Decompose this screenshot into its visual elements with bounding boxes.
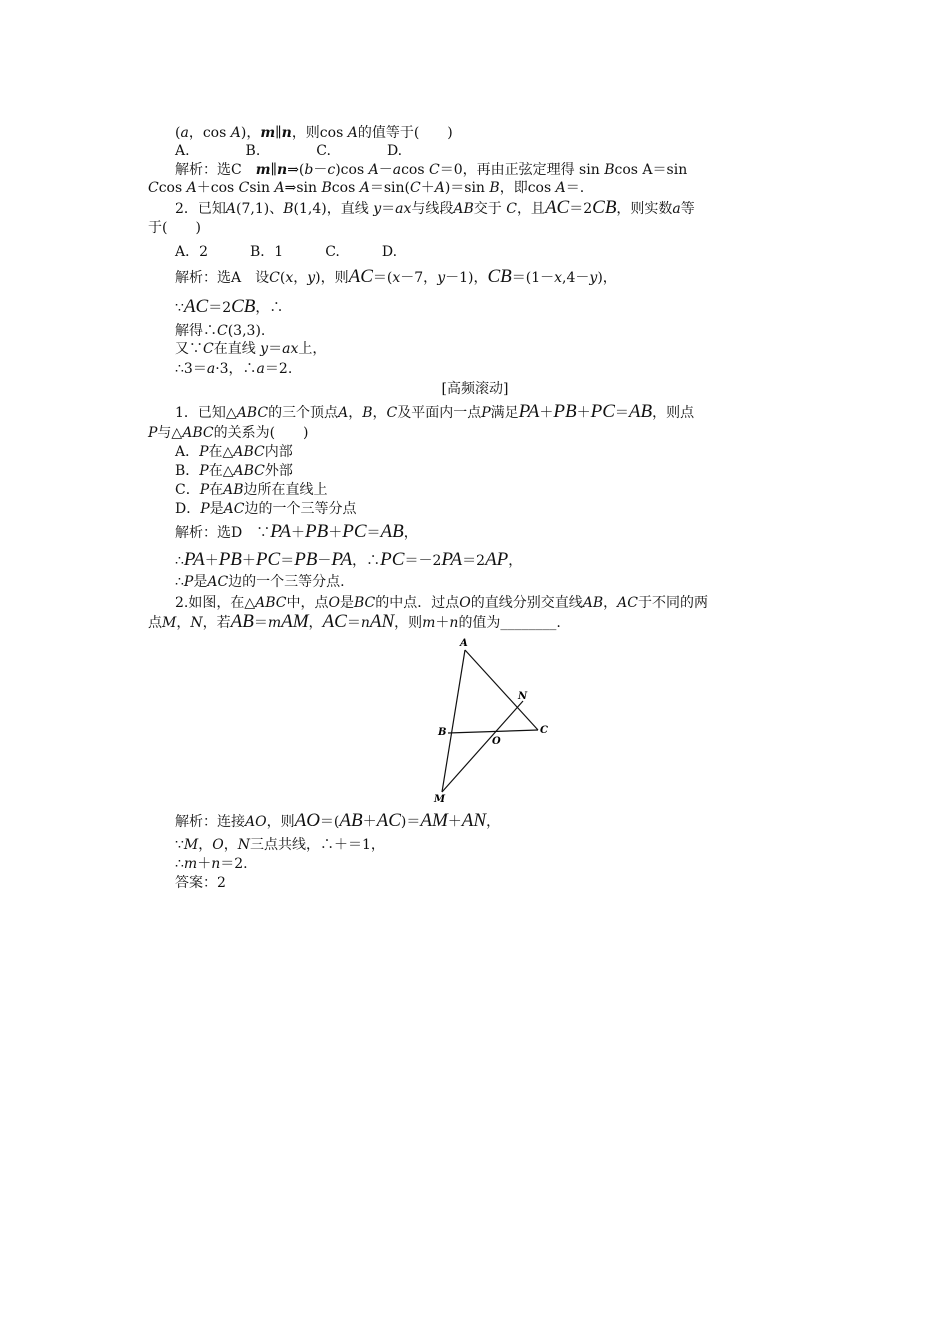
text-run: ，则点 (652, 405, 695, 421)
math-variable: n (360, 615, 370, 631)
vector-symbol: AB (230, 611, 254, 632)
text-run: ＝ (366, 525, 381, 541)
math-variable: AC (207, 574, 229, 590)
text-run: ， (176, 615, 191, 631)
text-run: －7， (400, 270, 438, 286)
text-run: 等 (680, 201, 695, 217)
math-variable: y (307, 270, 316, 286)
math-variable: m (422, 615, 436, 631)
vector-symbol: AM (420, 810, 448, 831)
vector-symbol: PA (331, 549, 353, 570)
text-run: ，则 (394, 615, 423, 631)
text-line (175, 443, 293, 461)
text-line (175, 268, 617, 287)
text-line (175, 360, 292, 378)
text-run: (7,1)、 (236, 201, 284, 217)
math-variable: n (277, 162, 288, 178)
text-run: ， (603, 595, 618, 611)
text-run: 在△ (208, 463, 234, 479)
text-run: ∥ (275, 125, 282, 141)
text-run: ＝2 (462, 553, 486, 569)
text-run: )＝sin (444, 180, 490, 196)
vector-symbol: PA (518, 401, 540, 422)
text-run: ＝－2 (404, 553, 442, 569)
text-line (175, 573, 345, 591)
text-run: cos (614, 162, 643, 178)
math-variable: n (281, 125, 292, 141)
text-run: ，若 (202, 615, 231, 631)
text-run: ＋ (576, 405, 591, 421)
text-run: ＝sin (652, 162, 688, 178)
vector-symbol: AM (281, 611, 309, 632)
text-run: ，∴ (352, 553, 381, 569)
text-line (175, 142, 402, 160)
text-line (175, 124, 453, 142)
text-run: ，且 (516, 201, 545, 217)
text-line (148, 179, 584, 197)
text-run: 的中点．过点 (375, 595, 460, 611)
text-run: A． (175, 444, 200, 460)
math-variable: ABC (236, 405, 269, 421)
math-variable: C (409, 180, 421, 196)
text-run: ＋ (204, 553, 219, 569)
vector-symbol: CB (592, 197, 617, 218)
math-variable: ABC (182, 425, 214, 441)
text-line (175, 199, 695, 218)
math-variable: B (321, 180, 332, 196)
math-variable: A (555, 180, 566, 196)
text-run: D． (175, 501, 201, 517)
math-variable: ABC (233, 463, 265, 479)
math-variable: n (211, 856, 221, 872)
math-variable: C (428, 162, 440, 178)
text-run: cos (158, 180, 187, 196)
text-run: －1)， (445, 270, 488, 286)
text-run: )cos (335, 162, 369, 178)
text-run: ，则 (266, 814, 295, 830)
text-run: 解析：选D ∵ (175, 525, 271, 541)
text-run: ＋ (447, 814, 462, 830)
vector-symbol: AB (380, 521, 404, 542)
text-run: 点 (148, 615, 162, 631)
text-run: ， (508, 553, 523, 569)
text-run: ＝( (372, 270, 393, 286)
text-run: 的三个顶点 (268, 405, 339, 421)
text-run: 是 (193, 574, 208, 590)
text-run: ＝ (268, 341, 283, 357)
triangle-figure (420, 632, 560, 810)
vector-symbol: CB (487, 266, 512, 287)
text-run: 上， (298, 341, 327, 357)
math-variable: m (267, 615, 282, 631)
text-line (175, 161, 687, 179)
text-run: ， (372, 405, 387, 421)
text-run: ·3，∴ (215, 361, 257, 377)
text-run: 是 (209, 501, 224, 517)
vector-symbol: PB (218, 549, 242, 570)
math-variable: C (148, 180, 159, 196)
text-run: ， (486, 814, 501, 830)
math-variable: b (304, 162, 314, 178)
text-line (175, 243, 397, 261)
math-variable: N (190, 615, 203, 631)
math-variable: A (359, 180, 370, 196)
text-run: 与线段 (411, 201, 454, 217)
text-run: ，则实数 (616, 201, 673, 217)
text-run: 答案：2 (175, 875, 226, 891)
math-variable: AC (617, 595, 638, 611)
math-variable: P (148, 425, 158, 441)
text-run: 及平面内一点 (397, 405, 482, 421)
text-run: 于( ) (148, 220, 201, 236)
text-run: ， (348, 405, 363, 421)
text-run: 2．已知 (175, 201, 226, 217)
math-variable: m (255, 162, 271, 178)
text-run: ＝ (614, 405, 629, 421)
math-variable: C (269, 270, 280, 286)
text-run: ＝2. (220, 856, 248, 872)
text-run: ＋ (539, 405, 554, 421)
vector-symbol: AC (322, 611, 347, 632)
text-run: ， (223, 837, 238, 853)
text-run: ＝2 (569, 201, 593, 217)
math-variable: m (183, 856, 198, 872)
text-run: B． (175, 463, 200, 479)
math-variable: x (554, 270, 563, 286)
vector-symbol: PC (255, 549, 281, 570)
math-variable: P (199, 444, 209, 460)
text-run: 的关系为( ) (213, 425, 309, 441)
text-run: 解析：选A 设 (175, 270, 270, 286)
math-variable: M (183, 837, 199, 853)
math-variable: C (203, 341, 214, 357)
math-variable: O (212, 837, 224, 853)
text-run: 三点共线，∴＋＝1， (250, 837, 385, 853)
text-run: ＋cos (196, 180, 239, 196)
text-run: 解析：选C (175, 162, 256, 178)
text-run: 边的一个三等分点. (228, 574, 345, 590)
math-variable: A (186, 180, 197, 196)
math-variable: ABC (255, 595, 287, 611)
text-run: ，∴ (255, 300, 284, 316)
section-title (0, 380, 950, 398)
math-variable: P (199, 482, 210, 498)
text-run: C． (175, 482, 200, 498)
text-run: (1,4)，直线 (293, 201, 374, 217)
math-variable: AB (582, 595, 604, 611)
math-variable: ABC (233, 444, 265, 460)
text-line (175, 836, 385, 854)
vector-symbol: PB (305, 521, 329, 542)
text-run: 在直线 (213, 341, 261, 357)
text-line (148, 424, 309, 442)
vector-symbol: PC (590, 401, 615, 422)
text-run: 又∵ (175, 341, 203, 357)
math-variable: AC (223, 501, 245, 517)
text-line (175, 855, 248, 873)
text-run: 的值为________. (458, 615, 561, 631)
text-run: ， (308, 615, 323, 631)
math-variable: ax (282, 341, 299, 357)
text-run: ＝ (346, 615, 361, 631)
math-variable: n (449, 615, 459, 631)
text-run: ∴ (175, 856, 184, 872)
math-variable: A (368, 162, 379, 178)
text-run: ⇒( (287, 162, 305, 178)
text-run: ，则cos (291, 125, 348, 141)
text-run: 的值等于( ) (357, 125, 453, 141)
text-run: 交于 (473, 201, 507, 217)
text-line (175, 594, 708, 612)
text-run: A．2 B．1 C. D. (175, 244, 398, 260)
math-variable: AB (453, 201, 474, 217)
text-run: ＋ (420, 180, 435, 196)
text-run: ＝ (381, 201, 396, 217)
text-run: ⇒sin (284, 180, 322, 196)
vector-symbol: PC (380, 549, 405, 570)
text-run: 中，点 (286, 595, 329, 611)
vector-symbol: AB (628, 401, 653, 422)
math-variable: x (285, 270, 294, 286)
math-variable: P (199, 463, 209, 479)
math-variable: P (481, 405, 491, 421)
text-run: 是 (339, 595, 354, 611)
text-line (175, 322, 265, 340)
text-run: ＋ (362, 814, 377, 830)
label-m: M (434, 794, 446, 805)
vector-symbol: PA (441, 549, 463, 570)
text-run: ∴ (175, 574, 184, 590)
text-run: － (313, 162, 328, 178)
math-variable: y (373, 201, 382, 217)
text-run: ( (279, 270, 286, 286)
text-run: 解析：连接 (175, 814, 245, 830)
text-run: ＋ (291, 525, 305, 541)
text-run: ， (198, 837, 213, 853)
math-variable: A (347, 125, 358, 141)
text-line (175, 874, 226, 892)
text-run: (3,3). (227, 323, 266, 339)
text-run: 边所在直线上 (243, 482, 328, 498)
text-line (175, 481, 328, 499)
text-run: ∵ (175, 837, 184, 853)
vector-symbol: AC (544, 197, 570, 218)
text-run: 边的一个三等分点 (244, 501, 357, 517)
text-run: ，即cos (499, 180, 556, 196)
vector-symbol: AN (369, 611, 395, 632)
text-line (175, 812, 500, 831)
math-variable: a (672, 201, 681, 217)
vector-symbol: AC (348, 266, 373, 287)
text-line (148, 219, 201, 237)
vector-symbol: PB (553, 401, 577, 422)
text-run: ∴3＝ (175, 361, 207, 377)
text-run: 1．已知△ (175, 405, 237, 421)
math-variable: y (589, 270, 598, 286)
vector-symbol: PA (183, 549, 205, 570)
text-run: ＋ (241, 553, 256, 569)
text-run: － (317, 553, 332, 569)
math-variable: x (392, 270, 401, 286)
text-run: 的直线分别交直线 (470, 595, 583, 611)
vector-symbol: AN (461, 810, 487, 831)
text-run: ＝(1－ (511, 270, 555, 286)
math-variable: A (225, 201, 237, 217)
label-c: C (540, 725, 548, 736)
text-run: A (642, 162, 653, 178)
math-variable: y (437, 270, 446, 286)
text-run: [高频滚动] (441, 381, 509, 397)
vector-symbol: AC (183, 296, 209, 317)
text-run: )＝ (400, 814, 421, 830)
vector-symbol: AC (376, 810, 401, 831)
math-variable: B (362, 405, 373, 421)
vector-symbol: AB (339, 810, 363, 831)
math-variable: a (392, 162, 402, 178)
text-run: ＋ (328, 525, 343, 541)
math-variable: y (260, 341, 269, 357)
label-a: A (460, 638, 468, 649)
math-variable: a (180, 125, 189, 141)
math-variable: C (386, 405, 398, 421)
text-run: ， (403, 525, 418, 541)
text-run: 外部 (264, 463, 293, 479)
text-run: 解得∴ (175, 323, 217, 339)
text-run: ＝sin( (369, 180, 410, 196)
text-run: ＝2 (208, 300, 232, 316)
text-run: ∵ (175, 300, 184, 316)
text-run: ＝0，再由正弦定理得 sin (439, 162, 605, 178)
math-variable: B (283, 201, 294, 217)
text-line (175, 523, 418, 542)
text-run: ∥ (270, 162, 278, 178)
text-run: ＝ (280, 553, 295, 569)
math-variable: B (604, 162, 615, 178)
math-variable: C (217, 323, 228, 339)
text-run: 满足 (490, 405, 519, 421)
math-variable: P (200, 501, 210, 517)
vector-symbol: PB (294, 549, 318, 570)
text-run: 于不同的两 (637, 595, 708, 611)
text-line (175, 298, 283, 317)
math-variable: c (327, 162, 336, 178)
math-variable: B (489, 180, 500, 196)
text-line (148, 613, 561, 632)
math-variable: P (183, 574, 194, 590)
text-run: ＝( (319, 814, 340, 830)
text-run: ，cos (188, 125, 231, 141)
vector-symbol: AP (485, 549, 509, 570)
label-b: B (438, 727, 447, 738)
math-variable: AO (245, 814, 267, 830)
text-run: ， (293, 270, 308, 286)
text-run: A. B. C. D. (175, 143, 403, 159)
text-run: )， (597, 270, 617, 286)
text-run: )，则 (315, 270, 349, 286)
text-line (175, 403, 694, 422)
text-run: ＝ (253, 615, 268, 631)
vector-symbol: PA (270, 521, 291, 542)
math-variable: C (238, 180, 250, 196)
text-run: ＝. (565, 180, 585, 196)
math-variable: BC (353, 595, 376, 611)
text-run: ＝2. (264, 361, 293, 377)
text-run: 在 (209, 482, 224, 498)
text-run: ( (175, 125, 181, 141)
math-variable: O (328, 595, 340, 611)
math-variable: a (256, 361, 265, 377)
math-variable: M (162, 615, 177, 631)
vector-symbol: AO (294, 810, 320, 831)
text-line (175, 551, 522, 570)
text-run: ＋ (435, 615, 450, 631)
text-run: cos (331, 180, 360, 196)
text-run: 在△ (208, 444, 234, 460)
math-variable: N (237, 837, 250, 853)
math-variable: a (206, 361, 216, 377)
math-variable: A (274, 180, 285, 196)
math-variable: O (459, 595, 471, 611)
text-run: 2.如图，在△ (175, 595, 256, 611)
math-variable: A (434, 180, 445, 196)
math-variable: AB (223, 482, 244, 498)
math-variable: A (338, 405, 349, 421)
vector-symbol: PC (342, 521, 367, 542)
vector-symbol: CB (231, 296, 256, 317)
text-line (175, 462, 293, 480)
text-run: sin (249, 180, 275, 196)
math-variable: m (260, 125, 276, 141)
text-line (175, 340, 326, 358)
text-run: ∴ (175, 553, 184, 569)
math-variable: ax (395, 201, 412, 217)
text-run: － (378, 162, 393, 178)
text-line (175, 500, 356, 518)
text-run: 内部 (264, 444, 293, 460)
label-n: N (518, 691, 528, 702)
math-variable: A (230, 125, 241, 141)
text-run: )， (240, 125, 261, 141)
text-run: ,4－ (562, 270, 590, 286)
text-run: 与△ (157, 425, 183, 441)
math-variable: C (506, 201, 517, 217)
label-o: O (492, 736, 501, 747)
text-run: ＋ (197, 856, 212, 872)
text-run: cos (401, 162, 429, 178)
